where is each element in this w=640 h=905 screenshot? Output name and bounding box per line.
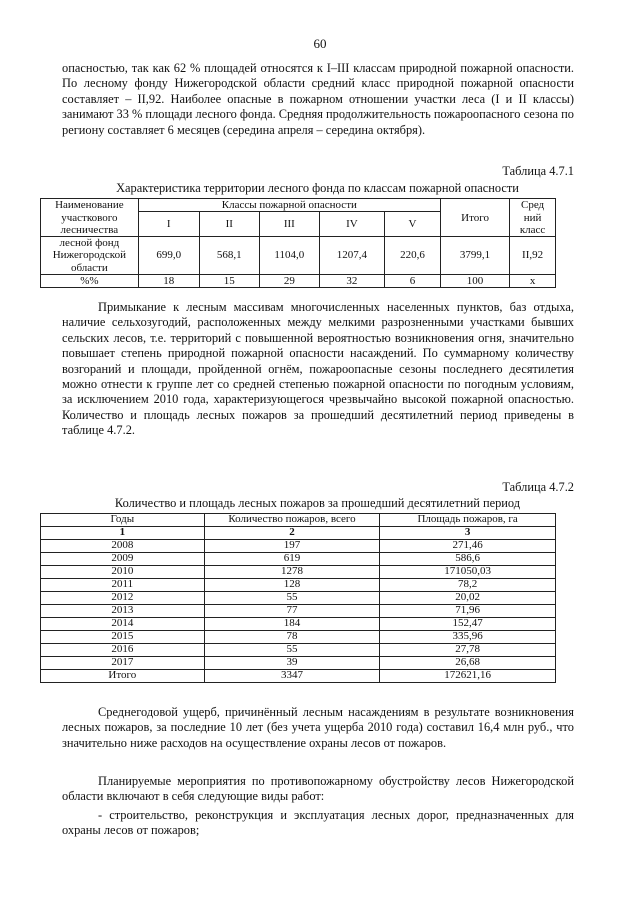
cell-fire-count: 3347 (204, 670, 380, 683)
header-total: Итого (440, 199, 509, 237)
table-row (41, 237, 556, 275)
header-avg-class: Сред ний класс (510, 199, 556, 237)
cell-fire-count: 39 (204, 657, 380, 670)
table-row (41, 274, 556, 287)
table-row (41, 670, 556, 683)
header-forestry-name: Наименование участкового лесничества (41, 199, 139, 237)
cell-fire-count: 55 (204, 592, 380, 605)
cell-fire-count: 78 (204, 631, 380, 644)
cell-total: 100 (440, 274, 509, 287)
cell-fire-area: 27,78 (380, 644, 556, 657)
col-number: 2 (204, 527, 380, 540)
header-class: IV (319, 212, 384, 237)
cell-fire-area: 271,46 (380, 540, 556, 553)
list-item-roads: - строительство, реконструкция и эксплуатация лесных дорог, предназначенных для охраны лесов от пожаров; (62, 808, 574, 838)
cell-value: 6 (384, 274, 440, 287)
cell-fire-count: 128 (204, 579, 380, 592)
header-fire-count: Количество пожаров, всего (204, 514, 380, 527)
cell-year: 2016 (41, 644, 205, 657)
cell-fire-area: 20,02 (380, 592, 556, 605)
cell-fire-area: 78,2 (380, 579, 556, 592)
cell-value: 699,0 (138, 237, 199, 275)
cell-fire-count: 1278 (204, 566, 380, 579)
cell-fire-area: 26,68 (380, 657, 556, 670)
cell-year: 2011 (41, 579, 205, 592)
cell-fire-area: 586,6 (380, 553, 556, 566)
cell-year: 2017 (41, 657, 205, 670)
cell-value: 1207,4 (319, 237, 384, 275)
table-row (41, 657, 556, 670)
table-row (41, 644, 556, 657)
cell-year: Итого (41, 670, 205, 683)
cell-year: 2013 (41, 605, 205, 618)
cell-value: 32 (319, 274, 384, 287)
cell-fire-area: 335,96 (380, 631, 556, 644)
header-class: I (138, 212, 199, 237)
forest-fires-table (40, 513, 556, 683)
cell-fire-count: 55 (204, 644, 380, 657)
table-row (41, 579, 556, 592)
cell-fire-area: 171050,03 (380, 566, 556, 579)
cell-avg: II,92 (510, 237, 556, 275)
col-number: 3 (380, 527, 556, 540)
cell-fire-area: 71,96 (380, 605, 556, 618)
row-name: %% (41, 274, 139, 287)
table-row (41, 631, 556, 644)
cell-value: 29 (259, 274, 319, 287)
cell-fire-count: 197 (204, 540, 380, 553)
table2-title: Количество и площадь лесных пожаров за прошедший десятилетний период (114, 496, 521, 510)
row-name: лесной фонд Нижегородской области (41, 237, 139, 275)
cell-value: 1104,0 (259, 237, 319, 275)
cell-total: 3799,1 (440, 237, 509, 275)
header-fire-area: Площадь пожаров, га (380, 514, 556, 527)
cell-value: 220,6 (384, 237, 440, 275)
middle-paragraph: Примыкание к лесным массивам многочисленных населенных пунктов, баз отдыха, наличие сельхозугодий, расположенных между мелкими разрозненными участками бывших сельских лесов, т.е. территорий с повышенной вероятностью возникновения огня, значительно повышает степень природной пожарной опасности насаждений. По суммарному количеству возгораний и площади, пройденной огнём, пожароопасные сезоны последнего десятилетия можно отнести к группе лет со средней степенью пожарной опасности по погодным условиям, за исключением 2010 года, характеризующегося чрезвычайно высокой пожарной опасностью. Количество и площадь лесных пожаров за прошедший десятилетний период приведены в таблице 4.7.2. (62, 300, 574, 438)
cell-value: 568,1 (199, 237, 259, 275)
table-row (41, 566, 556, 579)
table2-label: Таблица 4.7.2 (502, 480, 574, 494)
cell-fire-count: 77 (204, 605, 380, 618)
cell-year: 2009 (41, 553, 205, 566)
table-row (41, 553, 556, 566)
cell-fire-count: 619 (204, 553, 380, 566)
cell-year: 2010 (41, 566, 205, 579)
table-row (41, 618, 556, 631)
cell-year: 2008 (41, 540, 205, 553)
planned-paragraph: Планируемые мероприятия по противопожарному обустройству лесов Нижегородской области включают в себя следующие виды работ: (62, 774, 574, 804)
cell-fire-count: 184 (204, 618, 380, 631)
table-row (41, 592, 556, 605)
header-class: III (259, 212, 319, 237)
cell-value: 18 (138, 274, 199, 287)
intro-paragraph: опасностью, так как 62 % площадей относятся к I–III классам природной пожарной опасности. По лесному фонду Нижегородской области средний класс природной пожарной опасности составляет – II,92. Наиболее опасные в пожарном отношении участки леса (I и II классы) занимают 33 % площади лесного фонда. Средняя продолжительность пожароопасного сезона по региону составляет 6 месяцев (середина апреля – середина октября). (62, 61, 574, 137)
col-number: 1 (41, 527, 205, 540)
page-number: 60 (313, 36, 327, 51)
table-row (41, 605, 556, 618)
cell-fire-area: 152,47 (380, 618, 556, 631)
cell-value: 15 (199, 274, 259, 287)
cell-fire-area: 172621,16 (380, 670, 556, 683)
fire-danger-classes-table (40, 198, 556, 288)
header-class: V (384, 212, 440, 237)
table-row (41, 540, 556, 553)
header-class: II (199, 212, 259, 237)
damage-paragraph: Среднегодовой ущерб, причинённый лесным насаждениям в результате возникновения лесных пожаров, за последние 10 лет (без учета ущерба 2010 года) составил 16,4 млн руб., что значительно ниже расходов на осуществление охраны лесов от пожаров. (62, 705, 574, 750)
cell-year: 2014 (41, 618, 205, 631)
table1-title: Характеристика территории лесного фонда по классам пожарной опасности (116, 181, 519, 195)
header-years: Годы (41, 514, 205, 527)
cell-avg: х (510, 274, 556, 287)
cell-year: 2015 (41, 631, 205, 644)
header-fire-classes: Классы пожарной опасности (138, 199, 440, 212)
cell-year: 2012 (41, 592, 205, 605)
table1-label: Таблица 4.7.1 (502, 164, 574, 178)
